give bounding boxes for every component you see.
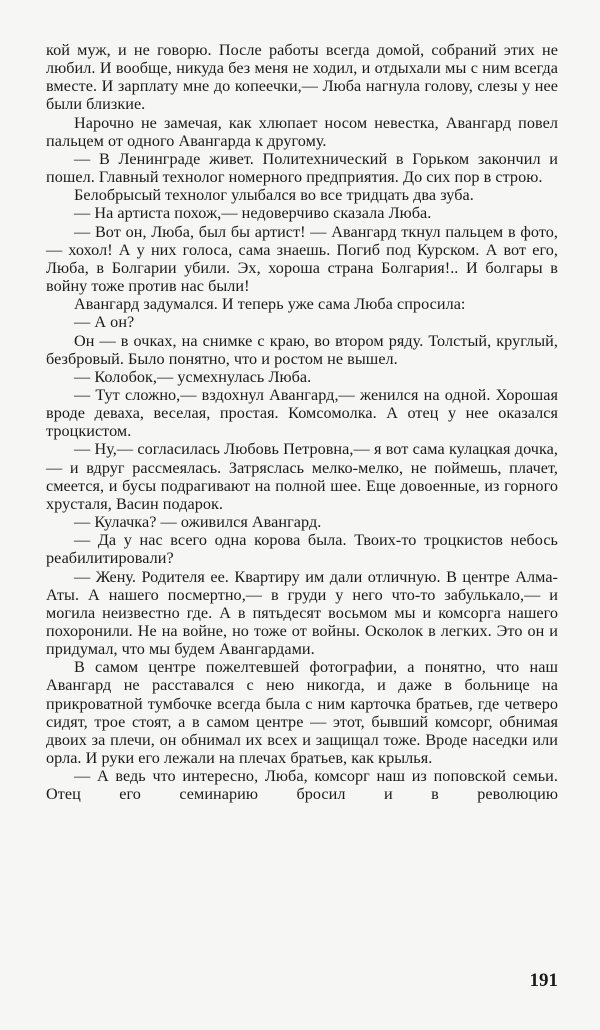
paragraph: Он — в очках, на снимке с краю, во втором ряду. Толстый, круглый, безбровый. Было понятно, что и ростом не вышел.: [46, 331, 558, 368]
paragraph: — На артиста похож,— недоверчиво сказала Люба.: [74, 204, 432, 223]
paragraph: — Ну,— согласилась Любовь Петровна,— я вот сама кулацкая дочка,— и вдруг рассмеялась. Затряслась мелко-мелко, не поймешь, плачет, смеется, и бусы подрагивают на полной шее. Еще довоенные, из горного хрусталя, Васин подарок.: [46, 440, 558, 513]
paragraph: — Тут сложно,— вздохнул Авангард,— женился на одной. Хорошая вроде деваха, веселая, простая. Комсомолка. А отец у нее оказался троцкистом.: [46, 385, 558, 441]
paragraph: Белобрысый технолог улыбался во все тридцать два зуба.: [74, 186, 474, 205]
paragraph: Нарочно не замечая, как хлюпает носом невестка, Авангард повел пальцем от одного Авангарда к другому.: [46, 113, 558, 150]
paragraph: кой муж, и не говорю. После работы всегда домой, собраний этих не любил. И вообще, никуда без меня не ходил, и отдыхали мы с ним всегда вместе. И зарплату мне до копеечки,— Люба нагнула голову, слезы у нее были близкие.: [46, 41, 558, 114]
body-text: [46, 41, 558, 804]
paragraph: — Да у нас всего одна корова была. Твоих-то троцкистов небось реабилитировали?: [46, 531, 558, 568]
paragraph: — В Ленинграде живет. Политехнический в Горьком закончил и пошел. Главный технолог номерного предприятия. До сих пор в строю.: [46, 149, 558, 187]
paragraph: — А ведь что интересно, Люба, комсорг наш из поповской семьи. Отец его семинарию бросил и в революцию: [46, 767, 558, 804]
paragraph: — А он?: [74, 313, 135, 332]
paragraph: — Вот он, Люба, был бы артист! — Авангард ткнул пальцем в фото,— хохол! А у них голоса, сама знаешь. Погиб под Курском. А вот его, Люба, в Болгарии убили. Эх, хороша страна Болгария!.. И болгары в войну тоже против нас были!: [46, 222, 558, 296]
paragraph: — Колобок,— усмехнулась Люба.: [74, 367, 312, 386]
paragraph: Авангард задумался. И теперь уже сама Люба спросила:: [74, 295, 466, 314]
paragraph: — Кулачка? — оживился Авангард.: [74, 513, 322, 532]
page-number: 191: [529, 970, 558, 991]
paragraph: В самом центре пожелтевшей фотографии, а понятно, что наш Авангард не расставался с нею никогда, и даже в больнице на прикроватной тумбочке всегда была с ним карточка братьев, где четверо сидят, трое стоят, а в самом центре — этот, бывший комсорг, обнимая двоих за плечи, он обнимал их всех и защищал тоже. Вроде наседки или орла. И руки его лежали на плечах братьев, как крылья.: [46, 658, 558, 768]
paragraph: — Жену. Родителя ее. Квартиру им дали отличную. В центре Алма-Аты. А нашего посмертно,— в груди у него что-то забулькало,— и могила неизвестно где. А в пятьдесят восьмом мы и комсорга нашего похоронили. Не на войне, но тоже от войны. Осколок в легких. Это он и придумал, что мы будем Авангардами.: [46, 567, 558, 659]
